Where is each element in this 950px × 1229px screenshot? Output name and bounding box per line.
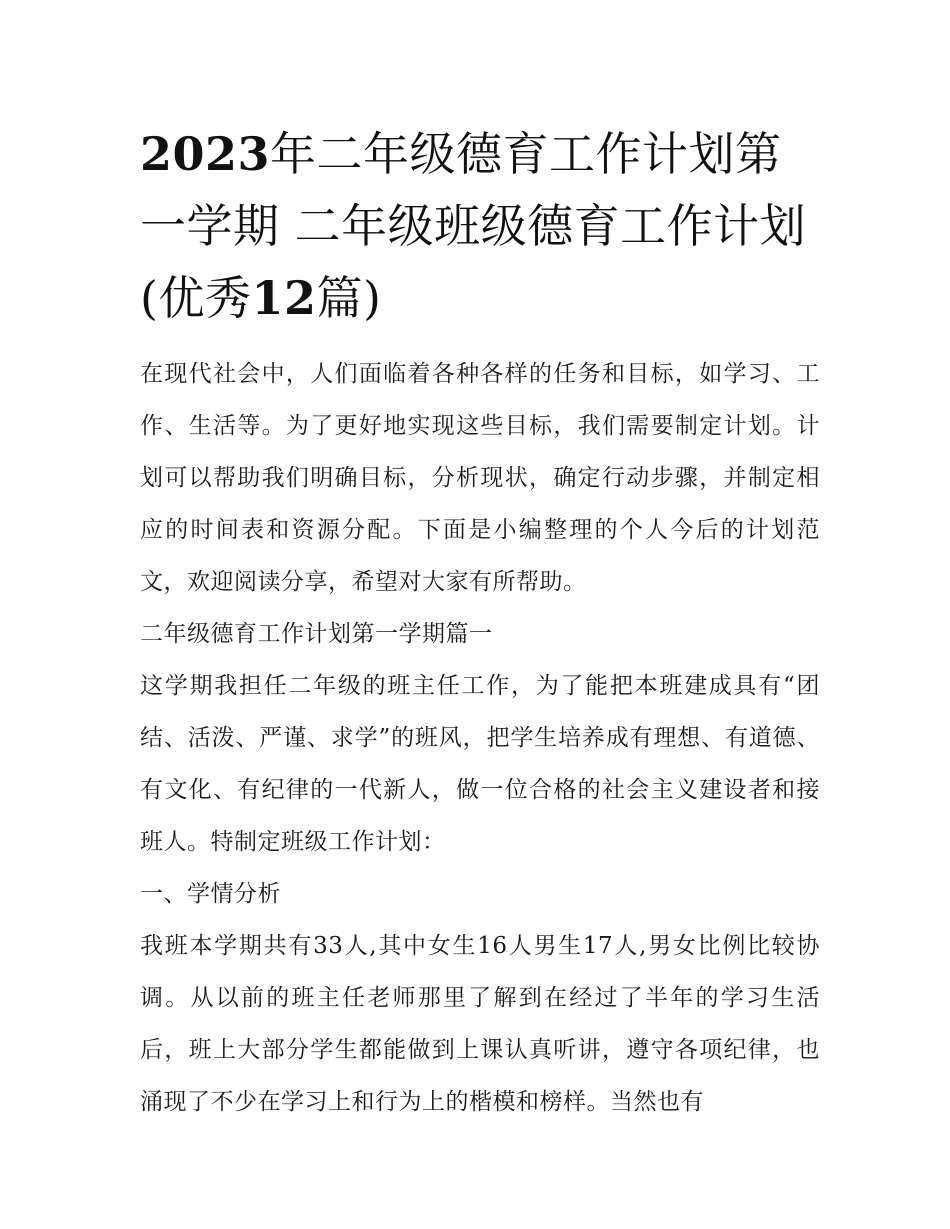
body-paragraph: 这学期我担任二年级的班主任工作，为了能把本班建成具有“团结、活泼、严谨、求学”的班风，把学生培养成有理想、有道德、有文化、有纪律的一代新人，做一位合格的社会主义建设者和接班人。特制定班级工作计划： [140,673,820,855]
subheading-situation-analysis: 一、学情分析 [140,881,281,907]
title-suffix: 篇) [316,271,382,325]
title-text: 年二年级德育工作计划第一学期 二年级班级德育工作计划(优秀 [140,127,807,325]
body-paragraph: 我班本学期共有33人,其中女生16人男生17人,男女比例比较协调。从以前的班主任老师那里了解到在经过了半年的学习生活后，班上大部分学生都能做到上课认真听讲，遵守各项纪律，也涌现了不少在学习上和行为上的楷模和榜样。当然也有 [140,933,820,1115]
document-page [140,118,820,1128]
title-count: 12 [251,271,317,325]
title-year: 2023 [140,127,271,181]
section-heading-part-one: 二年级德育工作计划第一学期篇一 [140,621,493,647]
document-title [140,118,820,334]
intro-paragraph: 在现代社会中，人们面临着各种各样的任务和目标，如学习、工作、生活等。为了更好地实现这些目标，我们需要制定计划。计划可以帮助我们明确目标，分析现状，确定行动步骤，并制定相应的时间表和资源分配。下面是小编整理的个人今后的计划范文，欢迎阅读分享，希望对大家有所帮助。 [140,361,820,595]
